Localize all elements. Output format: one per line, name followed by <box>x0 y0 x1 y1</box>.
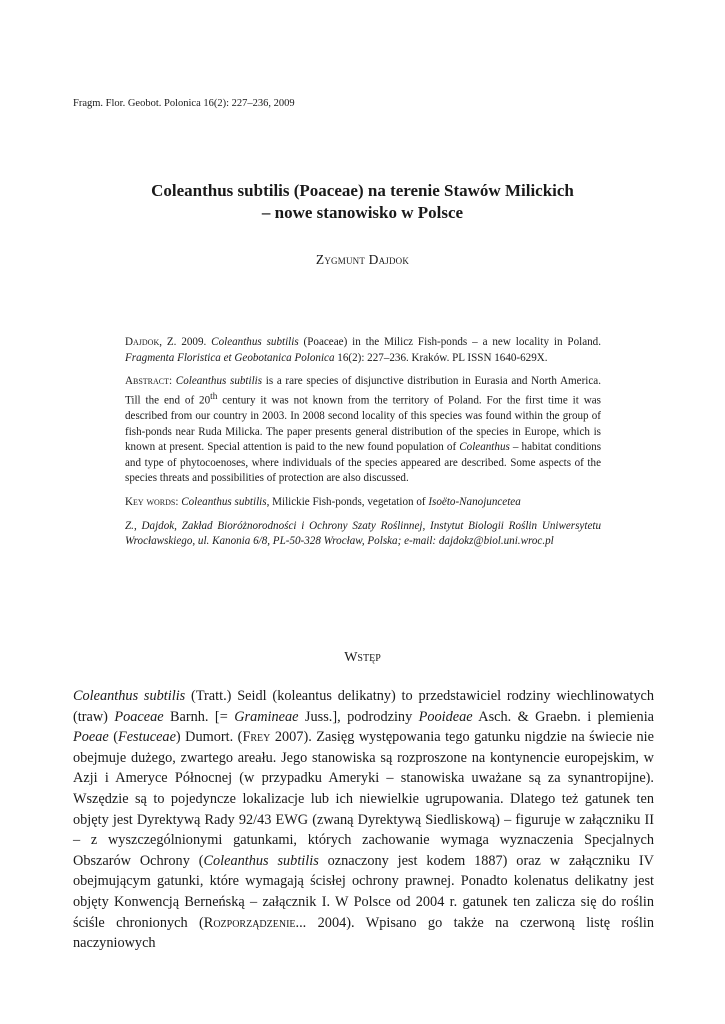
title-line-1: Coleanthus subtilis (Poaceae) na terenie Stawów Milickich <box>151 181 574 200</box>
abstract-label: Abstract <box>125 375 170 388</box>
keywords-label: Key words <box>125 496 176 509</box>
journal-reference: Fragm. Flor. Geobot. Polonica 16(2): 227–236, 2009 <box>73 98 295 109</box>
citation-journal: Fragmenta Floristica et Geobotanica Polonica <box>125 351 335 364</box>
body-text: (Tratt.) Seidl (koleantus delikatny) to przedstawiciel rodziny wiechlinowatych (traw) <box>73 688 654 725</box>
taxon-name: Gramineae <box>234 708 299 725</box>
citation-year: , Z. 2009. <box>159 336 212 348</box>
keywords-text: , Milickie Fish-ponds, vegetation of <box>266 496 429 509</box>
cited-source: Rozporządzenie <box>203 914 296 931</box>
body-text: ... 2004). Wpisano go także na czerwoną listę roślin naczyniowych <box>73 914 654 952</box>
abstract-text-1: is a rare species of disjunctive distribution in Eurasia and North America. Till the end of 20 <box>125 375 601 407</box>
citation-species: Coleanthus subtilis <box>211 336 299 348</box>
abstract-species: Coleanthus subtilis <box>175 375 263 388</box>
abstract <box>125 374 601 487</box>
body-text: 2007). Zasięg występowania tego gatunku nigdzie na świecie nie obejmuje dużego, zwartego areału. Jego stanowiska są rozproszone na kontynencie europejskim, w Azji i Ameryce Północnej (w przypadku Ameryki – stanowiska uważane są za synantropijne). Wszędzie są to pojedyncze lokalizacje lub ich niewielkie ugrupowania. Dlatego też gatunek ten objęty jest Dyrektywą Rady 92/43 EWG (zwaną Dyrektywą Siedliskową) – figuruje w załączniku II – z wyszczególnionymi gatunkami, których zachowanie wymaga wyznaczenia Specjalnych Obszarów Ochrony ( <box>73 729 654 869</box>
body-text: Asch. & Graebn. i plemienia <box>472 708 655 725</box>
citation-text: (Poaceae) in the Milicz Fish-ponds – a new locality in Poland. <box>298 336 601 348</box>
species-name: Coleanthus subtilis <box>73 688 186 704</box>
body-text: Barnh. [= <box>163 708 235 725</box>
citation-issn: 16(2): 227–236. Kraków. PL ISSN 1640-629X. <box>334 351 548 364</box>
body-text: oznaczony jest kodem 1887) oraz w załączniku IV obejmującym gatunki, które wymagają ścisłej ochrony prawnej. Ponadto kolenatus delikatny jest objęty Konwencją Berneńską – załącznik I. W Polsce od 2004 r. gatunek ten zalicza się do roślin ściśle chronionych ( <box>73 852 654 931</box>
citation <box>125 335 601 366</box>
body-text: ( <box>108 729 118 746</box>
body-paragraph <box>73 686 654 954</box>
taxon-name: Festuceae <box>117 729 176 746</box>
body-text: ) Dumort. ( <box>175 729 243 746</box>
species-name: Coleanthus subtilis <box>203 852 319 869</box>
abstract-superscript: th <box>210 391 218 402</box>
paper-title <box>60 180 665 224</box>
taxon-name: Poaceae <box>114 708 164 725</box>
taxon-name: Poeae <box>73 729 109 746</box>
abstract-separator: : <box>169 375 176 388</box>
body-text: Juss.], podrodziny <box>298 708 419 725</box>
abstract-genus: Coleanthus <box>459 441 510 454</box>
citation-author: Dajdok <box>125 336 160 348</box>
keywords <box>125 495 601 511</box>
keywords-separator: : <box>175 496 182 509</box>
taxon-name: Pooideae <box>418 708 473 725</box>
abstract-text-3: – habitat conditions and type of phytocoenoses, where individuals of the species appeared are described. Some aspects of the species threats and possibilities of protection are also discussed. <box>125 441 602 485</box>
author-address: Z., Dajdok, Zakład Bioróżnorodności i Ochrony Szaty Roślinnej, Instytut Biologii Roślin Uniwersytetu Wrocławskiego, ul. Kanonia 6/8, PL-50-328 Wrocław, Polska; e-mail: dajdokz@biol.uni.wroc.pl <box>125 519 601 548</box>
section-heading: Wstęp <box>344 650 381 665</box>
keywords-class: Isoëto-Nanojuncetea <box>428 496 521 509</box>
title-line-2: – nowe stanowisko w Polsce <box>261 203 464 222</box>
abstract-text-2: century it was not known from the territory of Poland. For the first time it was described from our country in 2003. In 2008 second locality of this species was found within the group of fish-ponds near Ruda Milicka. The paper presents general distribution of the species in Europe, which is known at present. Special attention is paid to the new found population of <box>125 394 601 454</box>
keywords-species: Coleanthus subtilis <box>181 496 267 509</box>
author-name: Zygmunt Dajdok <box>315 252 410 267</box>
abstract-block <box>125 335 601 558</box>
cited-author: Frey <box>242 729 271 746</box>
